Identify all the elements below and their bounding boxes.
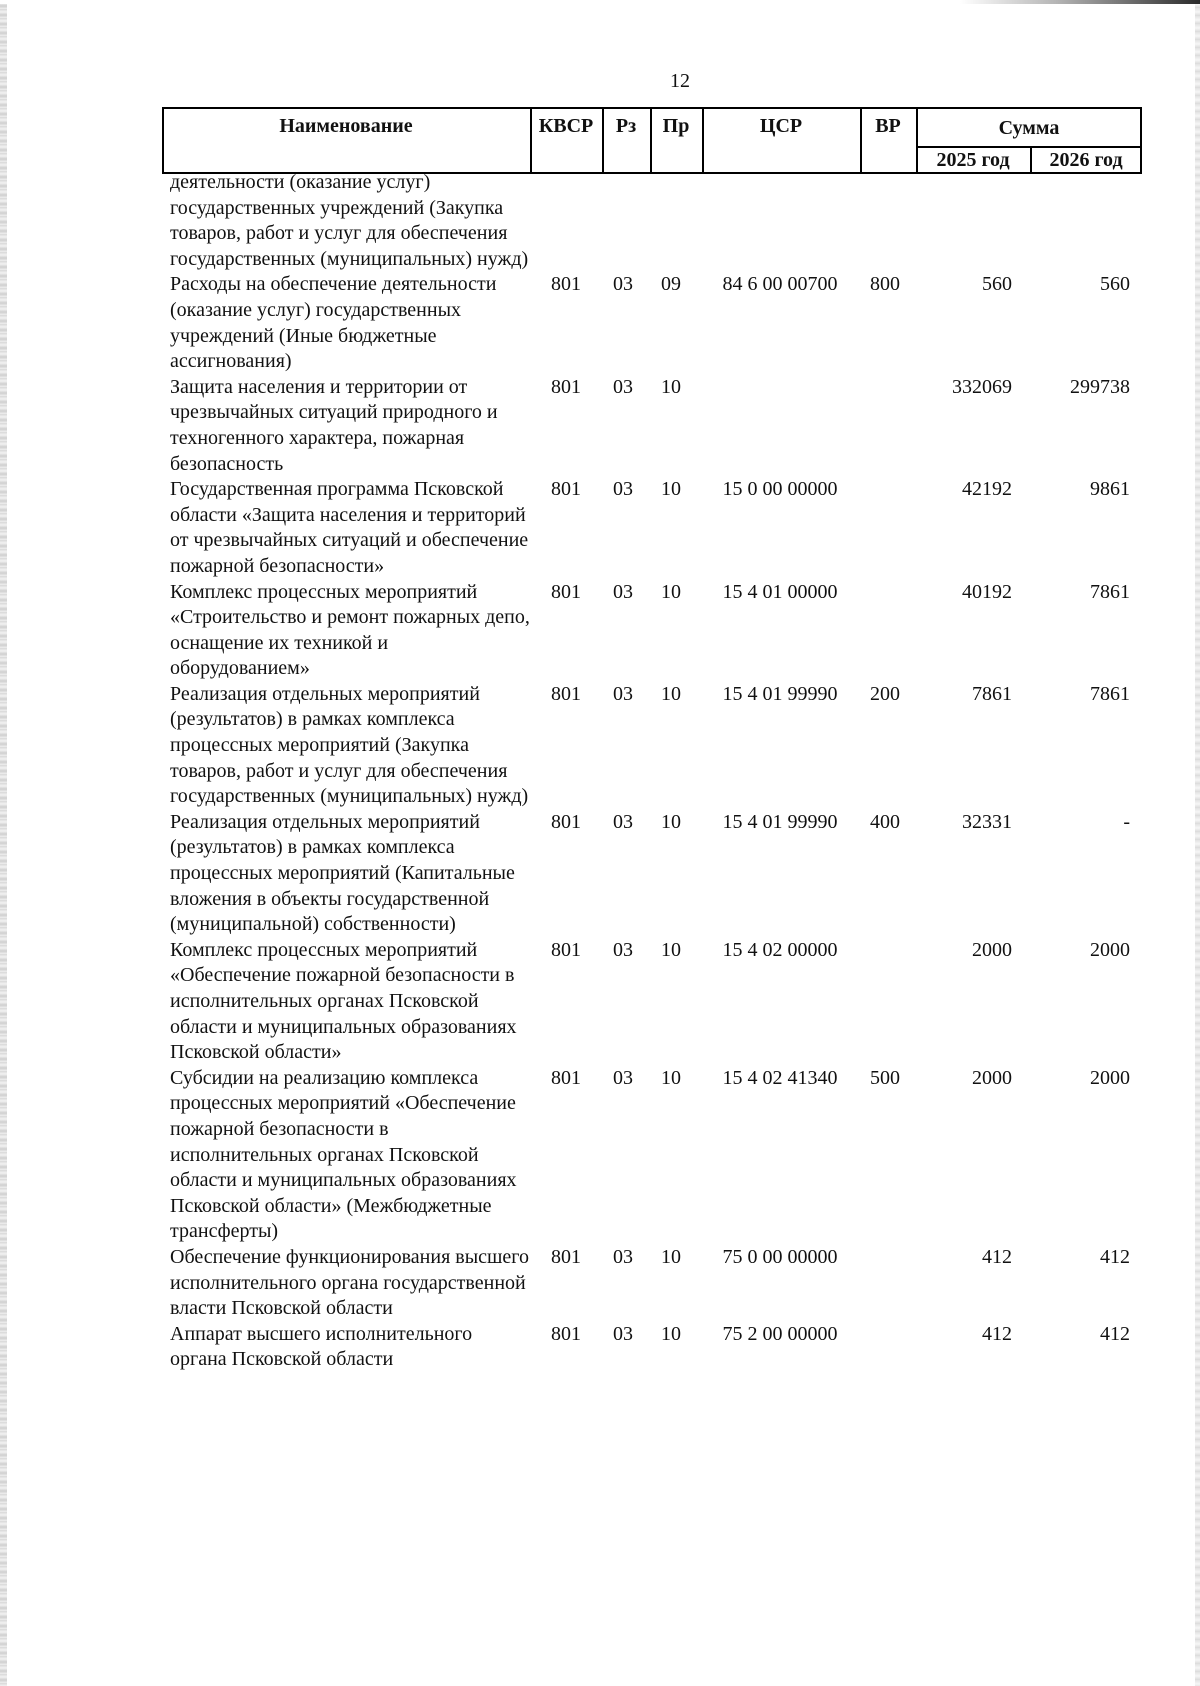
header-border [1030, 146, 1032, 172]
row-sum-2026: 7861 [1090, 682, 1130, 705]
header-border [860, 109, 862, 172]
header-kvsr: КВСР [538, 115, 594, 137]
row-kvsr: 801 [551, 1322, 581, 1345]
header-border [702, 109, 704, 172]
page-number: 12 [670, 70, 690, 92]
row-csr: 15 0 00 00000 [722, 478, 838, 501]
row-rz: 03 [613, 478, 633, 501]
row-rz: 03 [613, 1322, 633, 1345]
row-csr: 75 0 00 00000 [722, 1245, 838, 1268]
row-csr: 15 4 01 99990 [722, 810, 838, 833]
row-name: Обеспечение функционирования высшего исполнительного органа государственной власти Псковской области [170, 1245, 530, 1320]
row-sum-2025: 332069 [952, 375, 1012, 398]
table-row [0, 1245, 1200, 1322]
row-rz: 03 [613, 273, 633, 296]
table-row [0, 1322, 1200, 1373]
header-sum-divider [916, 146, 1142, 148]
row-csr: 15 4 02 00000 [722, 938, 838, 961]
row-name: Реализация отдельных мероприятий (результатов) в рамках комплекса процессных мероприятий (Закупка товаров, работ и услуг для обеспечения государственных (муниципальных) нужд) [170, 682, 529, 808]
row-sum-2026: 2000 [1090, 1066, 1130, 1089]
row-pr: 10 [661, 1245, 681, 1268]
row-kvsr: 801 [551, 1245, 581, 1268]
header-border [602, 109, 604, 172]
row-vr: 500 [870, 1066, 900, 1089]
table-row [0, 682, 1200, 810]
row-sum-2025: 412 [982, 1322, 1012, 1345]
table-row [0, 580, 1200, 682]
row-name: Реализация отдельных мероприятий (результатов) в рамках комплекса процессных мероприятий (Капитальные вложения в объекты государственной (муниципальной) собственности) [170, 810, 515, 936]
row-csr: 15 4 01 99990 [722, 682, 838, 705]
row-sum-2025: 32331 [962, 810, 1012, 833]
row-name: Расходы на обеспечение деятельности (оказание услуг) государственных учреждений (Иные бюджетные ассигнования) [170, 273, 497, 373]
row-sum-2025: 412 [982, 1245, 1012, 1268]
row-pr: 09 [661, 273, 681, 296]
row-vr: 800 [870, 273, 900, 296]
row-pr: 10 [661, 1066, 681, 1089]
table-header [162, 107, 1142, 174]
table-row [0, 477, 1200, 579]
header-border [530, 109, 532, 172]
header-rz: Рз [615, 115, 637, 137]
row-name: Защита населения и территории от чрезвычайных ситуаций природного и техногенного характера, пожарная безопасность [170, 375, 498, 475]
table-row [0, 375, 1200, 477]
header-border [1140, 109, 1142, 172]
row-sum-2026: 560 [1100, 273, 1130, 296]
header-name: Наименование [279, 115, 413, 137]
header-vr: ВР [875, 115, 901, 137]
row-vr: 200 [870, 682, 900, 705]
row-sum-2026: 9861 [1090, 478, 1130, 501]
row-rz: 03 [613, 1066, 633, 1089]
row-csr: 15 4 01 00000 [722, 580, 838, 603]
table-row [0, 1066, 1200, 1245]
row-name: Субсидии на реализацию комплекса процессных мероприятий «Обеспечение пожарной безопасности в исполнительных органах Псковской области и муниципальных образованиях Псковской области» (Межбюджетные трансферты) [170, 1066, 517, 1243]
header-border [162, 109, 164, 172]
row-kvsr: 801 [551, 682, 581, 705]
row-sum-2025: 560 [982, 273, 1012, 296]
header-csr: ЦСР [759, 115, 803, 137]
row-rz: 03 [613, 580, 633, 603]
row-name: Государственная программа Псковской области «Защита населения и территорий от чрезвычайных ситуаций и обеспечение пожарной безопасности» [170, 478, 529, 577]
row-kvsr: 801 [551, 810, 581, 833]
row-kvsr: 801 [551, 375, 581, 398]
row-name: Аппарат высшего исполнительного органа Псковской области [170, 1322, 473, 1371]
table-row [0, 170, 1200, 272]
row-pr: 10 [661, 938, 681, 961]
row-sum-2026: - [1123, 810, 1130, 833]
row-sum-2026: 2000 [1090, 938, 1130, 961]
row-kvsr: 801 [551, 580, 581, 603]
row-pr: 10 [661, 1322, 681, 1345]
row-name: Комплекс процессных мероприятий «Обеспечение пожарной безопасности в исполнительных органах Псковской области и муниципальных образованиях Псковской области» [170, 938, 517, 1064]
row-pr: 10 [661, 810, 681, 833]
header-sum: Сумма [998, 117, 1060, 139]
header-2025: 2025 год [936, 149, 1010, 171]
row-vr: 400 [870, 810, 900, 833]
row-sum-2026: 412 [1100, 1322, 1130, 1345]
row-kvsr: 801 [551, 478, 581, 501]
table-row [0, 810, 1200, 938]
row-sum-2026: 412 [1100, 1245, 1130, 1268]
table-body [0, 170, 1200, 1373]
row-name: деятельности (оказание услуг) государственных учреждений (Закупка товаров, работ и услуг для обеспечения государственных (муниципальных) нужд) [170, 171, 529, 270]
row-pr: 10 [661, 478, 681, 501]
row-sum-2025: 42192 [962, 478, 1012, 501]
row-pr: 10 [661, 682, 681, 705]
row-sum-2025: 7861 [972, 682, 1012, 705]
row-sum-2025: 40192 [962, 580, 1012, 603]
header-border [916, 109, 918, 172]
row-rz: 03 [613, 1245, 633, 1268]
row-rz: 03 [613, 938, 633, 961]
scan-edge-top [0, 0, 1200, 4]
table-row [0, 938, 1200, 1066]
row-sum-2026: 299738 [1070, 375, 1130, 398]
row-sum-2026: 7861 [1090, 580, 1130, 603]
header-pr: Пр [662, 115, 690, 137]
row-kvsr: 801 [551, 273, 581, 296]
row-csr: 84 6 00 00700 [722, 273, 838, 296]
row-sum-2025: 2000 [972, 1066, 1012, 1089]
row-rz: 03 [613, 682, 633, 705]
row-pr: 10 [661, 375, 681, 398]
row-rz: 03 [613, 375, 633, 398]
row-rz: 03 [613, 810, 633, 833]
row-kvsr: 801 [551, 1066, 581, 1089]
row-kvsr: 801 [551, 938, 581, 961]
header-2026: 2026 год [1049, 149, 1123, 171]
header-border [650, 109, 652, 172]
row-csr: 15 4 02 41340 [722, 1066, 838, 1089]
row-name: Комплекс процессных мероприятий «Строительство и ремонт пожарных депо, оснащение их техникой и оборудованием» [170, 580, 530, 680]
row-sum-2025: 2000 [972, 938, 1012, 961]
row-csr: 75 2 00 00000 [722, 1322, 838, 1345]
table-row [0, 272, 1200, 374]
row-pr: 10 [661, 580, 681, 603]
